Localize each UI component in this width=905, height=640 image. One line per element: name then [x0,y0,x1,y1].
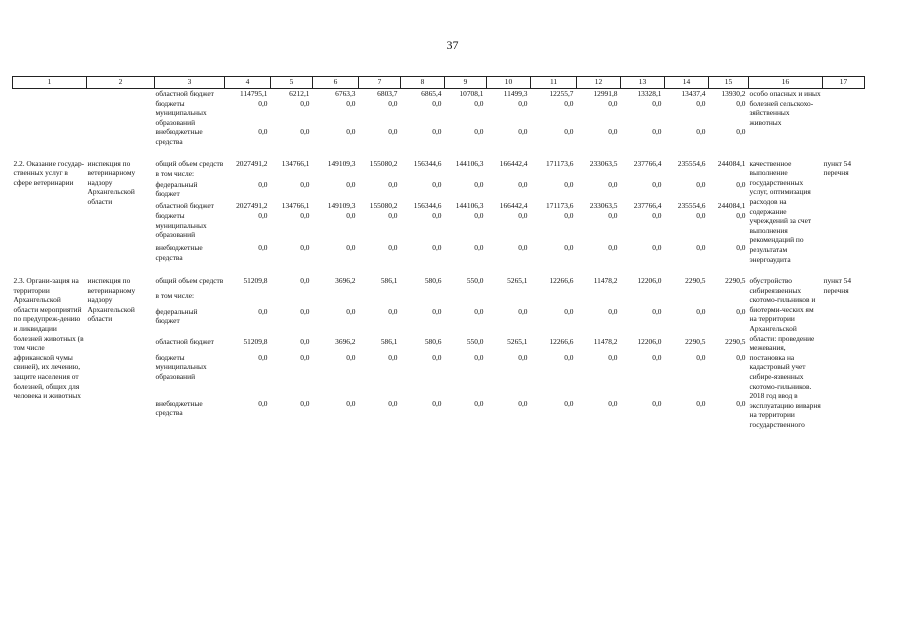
amount-cell: 0,0 [736,127,746,137]
amount-cell [531,291,577,306]
source-label: областной бюджет [155,89,214,98]
amount-cell: 0,0 [652,211,662,221]
amount-cell: 0,0 [346,179,356,189]
amount-cell: 114795,1 [240,89,268,98]
amount-cell: 155080,2 [369,158,398,168]
amount-cell [401,169,445,180]
amount-cell: 0,0 [518,306,528,316]
result-cell: особо опасных и иных болезней сельскохо-зяйственных животных [749,89,821,127]
amount-cell: 0,0 [736,398,746,408]
amount-cell: 0,0 [652,127,662,137]
amount-cell: 0,0 [736,211,746,221]
amount-cell: 580,6 [424,276,442,286]
column-number-cell: 10 [487,77,531,89]
amount-cell: 11478,2 [593,276,618,286]
amount-cell: 12255,7 [549,89,574,98]
column-number-cell: 1 [13,77,87,89]
amount-cell: 580,6 [424,337,442,347]
empty-cell [87,89,155,147]
measure-2-2-result: качественное выполнение государственных услуг, оптимизация расходов на содержание учреждений за счет выполнения рекомендаций по результатам энергоаудита [749,158,812,264]
amount-cell: 0,0 [346,98,356,108]
amount-cell: 0,0 [736,179,746,189]
source-label: внебюджетные средства [155,398,203,418]
amount-cell: 0,0 [258,352,268,362]
amount-cell [313,291,359,306]
amount-cell [709,169,749,180]
amount-cell: 155080,2 [369,200,398,210]
column-number-cell: 13 [621,77,665,89]
amount-cell: 0,0 [300,98,310,108]
amount-cell: 2290,5 [725,337,746,347]
amount-cell: 0,0 [608,242,618,252]
table-row [13,159,865,170]
column-number-cell: 2 [87,77,155,89]
amount-cell: 0,0 [388,127,398,137]
source-label: в том числе: [155,291,195,301]
amount-cell: 0,0 [388,179,398,189]
amount-cell: 0,0 [564,211,574,221]
amount-cell: 233063,5 [589,200,618,210]
column-number-cell: 16 [749,77,823,89]
source-label: общий объем средств [155,158,224,168]
amount-cell: 0,0 [346,398,356,408]
amount-cell: 0,0 [696,179,706,189]
amount-cell: 13930,2 [721,89,746,98]
amount-cell: 0,0 [474,352,484,362]
amount-cell [577,291,621,306]
measure-2-3-result: обустройство сибиреязвенных скотомо-гильников и биотерми-ческих ям на территории Архангельской области: проведение межевания, постановка на кадастровый учет сибире-язвенных скотомо-гильников. 2018 год ввод в эксплуатацию виварня на территории государственного [749,276,821,429]
amount-cell: 6865,4 [421,89,442,98]
amount-cell [225,169,271,180]
amount-cell [487,169,531,180]
column-number-cell: 8 [401,77,445,89]
column-number-cell: 9 [445,77,487,89]
amount-cell: 0,0 [474,211,484,221]
source-label: федеральный бюджет [155,306,198,326]
amount-cell: 0,0 [258,306,268,316]
amount-cell: 0,0 [608,306,618,316]
amount-cell: 0,0 [696,398,706,408]
amount-cell [531,169,577,180]
amount-cell: 0,0 [258,242,268,252]
amount-cell: 2290,5 [685,276,706,286]
amount-cell: 0,0 [736,306,746,316]
amount-cell: 0,0 [474,179,484,189]
amount-cell: 0,0 [652,98,662,108]
amount-cell [313,169,359,180]
amount-cell: 2290,5 [725,276,746,286]
amount-cell: 0,0 [696,306,706,316]
page-number: 37 [446,38,459,52]
amount-cell: 0,0 [608,179,618,189]
amount-cell [445,169,487,180]
amount-cell: 0,0 [432,242,442,252]
source-label: областной бюджет [155,337,214,347]
amount-cell: 0,0 [696,352,706,362]
amount-cell: 0,0 [564,242,574,252]
source-label: областной бюджет [155,200,214,210]
amount-cell: 0,0 [564,179,574,189]
amount-cell: 0,0 [432,98,442,108]
amount-cell: 166442,4 [499,158,528,168]
column-number-row [13,77,865,89]
amount-cell: 0,0 [388,352,398,362]
amount-cell: 0,0 [518,398,528,408]
amount-cell: 0,0 [474,242,484,252]
program-table [12,76,865,430]
amount-cell [577,169,621,180]
amount-cell: 134766,1 [281,200,310,210]
amount-cell: 550,0 [466,276,484,286]
amount-cell: 2027491,2 [236,200,268,210]
amount-cell [271,291,313,306]
amount-cell: 11478,2 [593,337,618,347]
table-row [13,89,865,99]
amount-cell: 0,0 [258,98,268,108]
amount-cell: 0,0 [474,127,484,137]
amount-cell: 51209,8 [243,337,268,347]
amount-cell: 11499,3 [503,89,528,98]
source-label: федеральный бюджет [155,179,198,199]
amount-cell: 0,0 [518,127,528,137]
amount-cell: 0,0 [300,276,310,286]
amount-cell: 6763,3 [335,89,356,98]
amount-cell: 0,0 [258,398,268,408]
amount-cell: 3696,2 [335,337,356,347]
source-label: внебюджетные средства [155,242,203,262]
column-number-cell: 11 [531,77,577,89]
column-number-cell: 7 [359,77,401,89]
column-number-cell: 5 [271,77,313,89]
amount-cell: 13328,1 [637,89,662,98]
amount-cell: 144106,3 [455,158,484,168]
amount-cell: 156344,6 [413,158,442,168]
amount-cell [359,291,401,306]
amount-cell: 0,0 [388,98,398,108]
amount-cell: 0,0 [518,211,528,221]
amount-cell: 0,0 [564,352,574,362]
amount-cell: 0,0 [300,352,310,362]
empty-cell [823,89,865,147]
amount-cell: 0,0 [388,398,398,408]
amount-cell: 0,0 [608,352,618,362]
amount-cell: 235554,6 [677,200,706,210]
amount-cell: 12991,8 [593,89,618,98]
amount-cell: 12266,6 [549,337,574,347]
amount-cell: 0,0 [300,337,310,347]
amount-cell: 12206,0 [637,337,662,347]
amount-cell: 0,0 [652,398,662,408]
amount-cell: 12266,6 [549,276,574,286]
amount-cell: 134766,1 [281,158,310,168]
measure-2-2-executor: инспекция по ветеринарному надзору Архангельской области [87,158,136,206]
amount-cell: 233063,5 [589,158,618,168]
amount-cell: 51209,8 [243,276,268,286]
amount-cell: 0,0 [518,98,528,108]
source-label: бюджеты муниципальных образований [155,352,207,381]
amount-cell: 0,0 [432,179,442,189]
source-label: внебюджетные средства [155,127,203,146]
amount-cell: 0,0 [388,211,398,221]
amount-cell: 3696,2 [335,276,356,286]
measure-2-3-link: пункт 54 перечня [823,276,852,295]
amount-cell: 5265,1 [507,276,528,286]
amount-cell: 0,0 [388,306,398,316]
amount-cell: 0,0 [346,211,356,221]
amount-cell: 5265,1 [507,337,528,347]
amount-cell: 0,0 [474,98,484,108]
column-number-cell: 4 [225,77,271,89]
amount-cell: 0,0 [346,127,356,137]
amount-cell: 0,0 [564,98,574,108]
amount-cell: 6803,7 [377,89,398,98]
amount-cell: 0,0 [258,211,268,221]
amount-cell: 0,0 [432,306,442,316]
amount-cell: 10708,1 [459,89,484,98]
measure-2-2-link: пункт 54 перечня [823,158,852,178]
amount-cell: 0,0 [736,242,746,252]
amount-cell [359,169,401,180]
amount-cell: 0,0 [474,398,484,408]
spacer-cell [13,147,865,159]
source-label: бюджеты муниципальных образований [155,211,207,240]
source-label: в том числе: [155,169,195,179]
amount-cell: 0,0 [608,398,618,408]
amount-cell: 244084,1 [717,158,746,168]
amount-cell: 550,0 [466,337,484,347]
amount-cell: 0,0 [474,306,484,316]
amount-cell: 166442,4 [499,200,528,210]
amount-cell: 0,0 [300,398,310,408]
amount-cell: 0,0 [608,127,618,137]
amount-cell [225,291,271,306]
amount-cell [709,291,749,306]
amount-cell: 0,0 [518,352,528,362]
amount-cell: 237766,4 [633,158,662,168]
amount-cell: 0,0 [736,352,746,362]
amount-cell: 0,0 [564,306,574,316]
amount-cell: 0,0 [696,211,706,221]
amount-cell: 149109,3 [327,200,356,210]
amount-cell: 0,0 [608,98,618,108]
column-number-cell: 3 [155,77,225,89]
amount-cell: 0,0 [432,352,442,362]
amount-cell: 144106,3 [455,200,484,210]
amount-cell: 0,0 [652,352,662,362]
amount-cell: 0,0 [300,306,310,316]
measure-2-2-name: 2.2. Оказание государ-ственных услуг в сфере ветеринарии [13,158,85,187]
column-number-cell: 12 [577,77,621,89]
amount-cell: 235554,6 [677,158,706,168]
amount-cell: 0,0 [736,98,746,108]
amount-cell [621,291,665,306]
amount-cell: 156344,6 [413,200,442,210]
amount-cell: 0,0 [652,179,662,189]
amount-cell: 586,1 [380,337,398,347]
spacer-row [13,264,865,276]
amount-cell [401,291,445,306]
amount-cell: 0,0 [652,242,662,252]
amount-cell: 0,0 [652,306,662,316]
amount-cell [271,169,313,180]
amount-cell: 0,0 [300,127,310,137]
amount-cell: 0,0 [564,127,574,137]
source-label: бюджеты муниципальных образований [155,98,207,127]
source-label: общий объем средств [155,276,224,286]
amount-cell: 0,0 [432,398,442,408]
amount-cell: 0,0 [300,242,310,252]
amount-cell: 0,0 [518,179,528,189]
amount-cell: 0,0 [432,127,442,137]
amount-cell: 171173,6 [546,200,574,210]
column-number-cell: 14 [665,77,709,89]
column-number-cell: 15 [709,77,749,89]
amount-cell: 0,0 [300,179,310,189]
amount-cell [665,169,709,180]
amount-cell: 0,0 [346,352,356,362]
amount-cell: 0,0 [258,127,268,137]
measure-2-3-name: 2.3. Органи-зация на территории Архангельской области мероприятий по предупреж-дению и ликвидации болезней животных (в том числе африканской чумы свиней), их лечению, защите населения от болезней, общих для человека и животных [13,276,84,401]
amount-cell: 0,0 [608,211,618,221]
amount-cell: 0,0 [518,242,528,252]
spacer-row [13,147,865,159]
amount-cell: 244084,1 [717,200,746,210]
amount-cell: 237766,4 [633,200,662,210]
measure-2-3-executor: инспекция по ветеринарному надзору Архангельской области [87,276,136,324]
spacer-cell [13,264,865,276]
amount-cell: 0,0 [696,242,706,252]
amount-cell: 12206,0 [637,276,662,286]
amount-cell: 0,0 [346,242,356,252]
amount-cell: 0,0 [388,242,398,252]
amount-cell: 171173,6 [546,158,574,168]
table-row [13,276,865,291]
amount-cell: 2027491,2 [236,158,268,168]
amount-cell: 0,0 [564,398,574,408]
amount-cell: 0,0 [432,211,442,221]
empty-cell [13,89,87,147]
amount-cell: 0,0 [696,98,706,108]
amount-cell [445,291,487,306]
amount-cell: 0,0 [300,211,310,221]
amount-cell: 149109,3 [327,158,356,168]
amount-cell: 13437,4 [681,89,706,98]
amount-cell: 0,0 [258,179,268,189]
amount-cell [487,291,531,306]
amount-cell [665,291,709,306]
amount-cell: 0,0 [696,127,706,137]
amount-cell: 6212,1 [289,89,310,98]
amount-cell: 0,0 [346,306,356,316]
amount-cell [621,169,665,180]
amount-cell: 2290,5 [685,337,706,347]
column-number-cell: 6 [313,77,359,89]
amount-cell: 586,1 [380,276,398,286]
column-number-cell: 17 [823,77,865,89]
